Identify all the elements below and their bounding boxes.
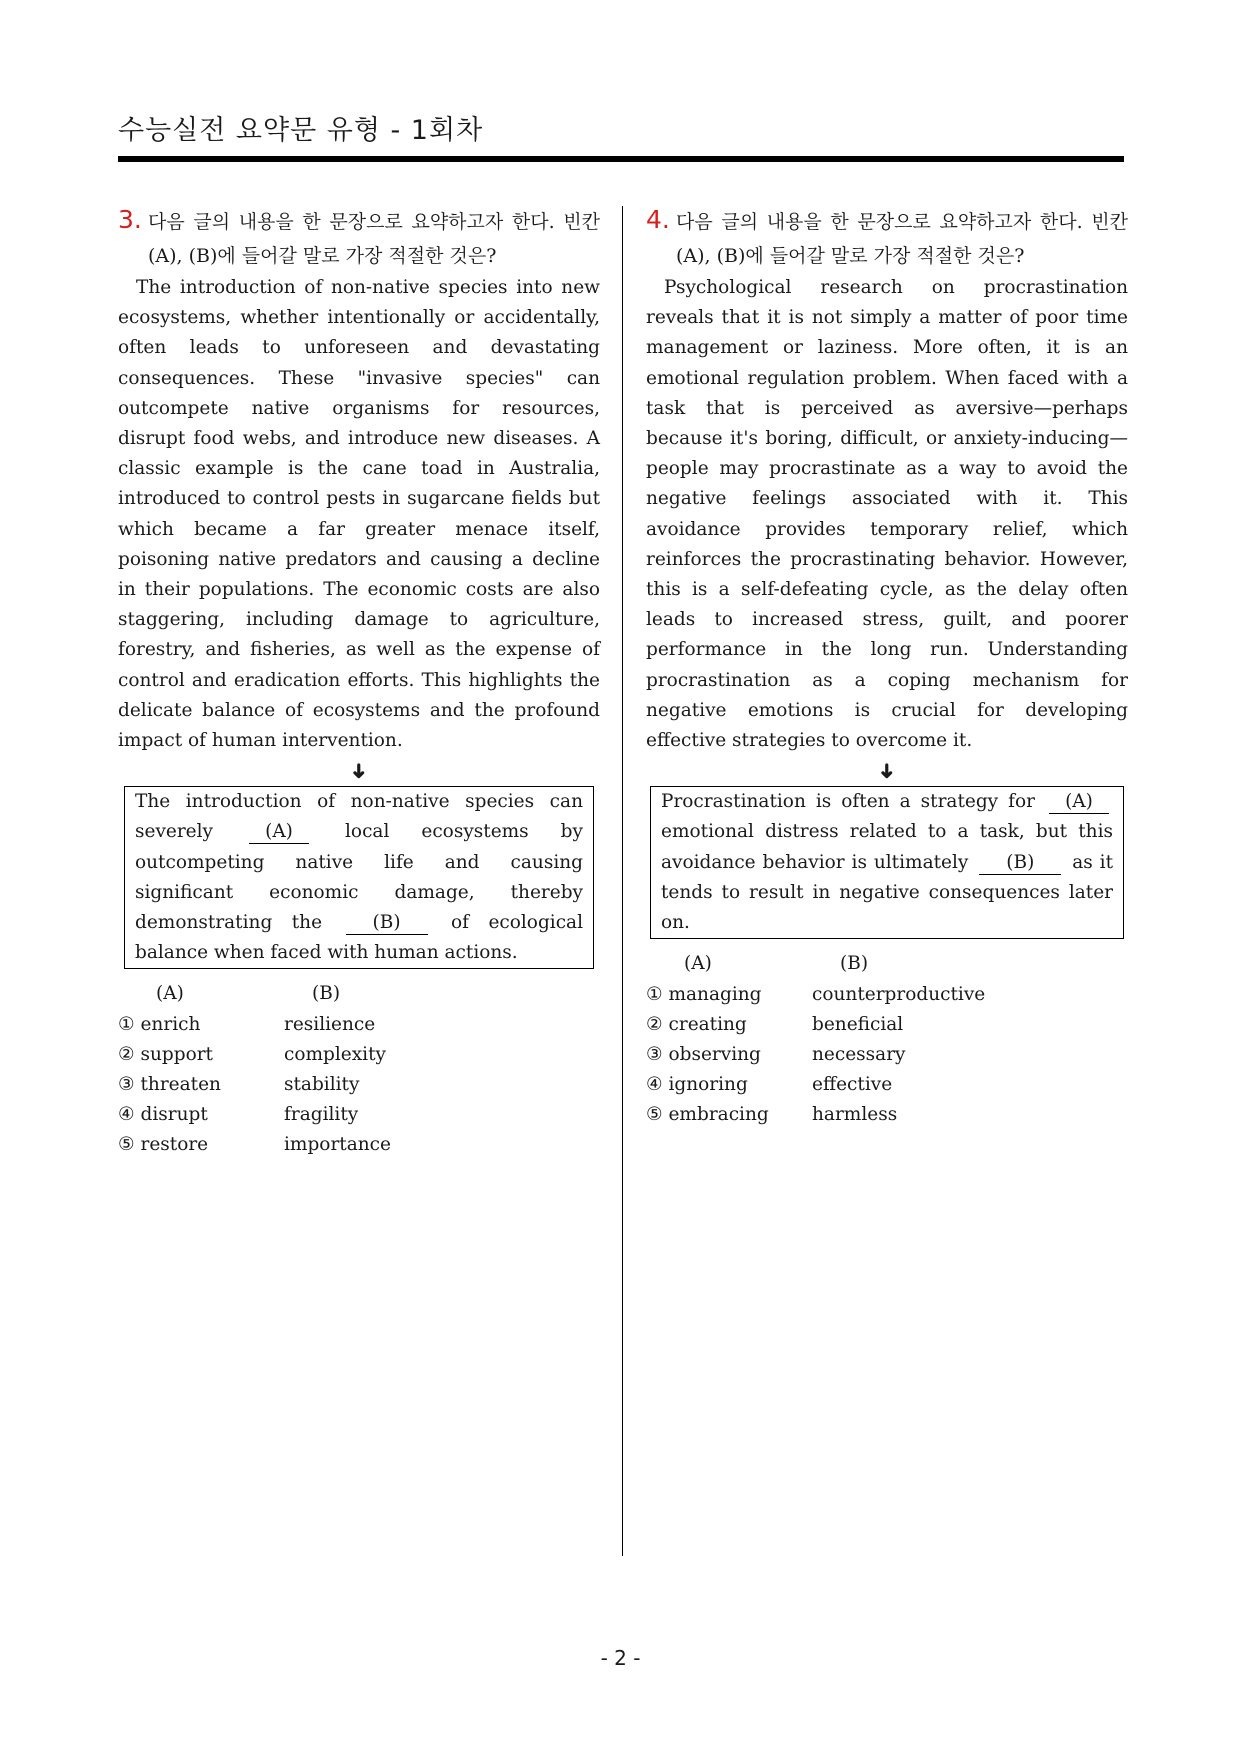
prompt-line-2: (A), (B)에 들어갈 말로 가장 적절한 것은? (676, 245, 1025, 267)
down-arrow-icon: ➜ (346, 762, 371, 780)
choice-option[interactable] (646, 979, 985, 1009)
choice-option[interactable] (646, 1099, 985, 1129)
page-number: - 2 - (600, 1646, 641, 1670)
choice-marker: ③ (118, 1073, 135, 1095)
choice-option[interactable] (118, 1129, 391, 1159)
choice-option[interactable] (646, 1069, 985, 1099)
summary-text: local ecosystems by outcompeting native life and causing significant economic damage, thereby demonstrating the (135, 821, 583, 934)
prompt-line-1: 다음 글의 내용을 한 문장으로 요약하고자 한다. 빈칸 (148, 211, 600, 233)
choice-b-word: beneficial (812, 1013, 904, 1035)
choice-b-word: counterproductive (812, 983, 986, 1005)
blank-b: (B) (979, 852, 1061, 875)
choice-a-word: enrich (140, 1013, 201, 1035)
choice-a-word: creating (668, 1013, 747, 1035)
choice-option[interactable] (118, 1099, 391, 1129)
choice-header-b: (B) (840, 952, 869, 974)
prompt-line-1: 다음 글의 내용을 한 문장으로 요약하고자 한다. 빈칸 (676, 211, 1128, 233)
choice-b-word: importance (284, 1133, 391, 1155)
prompt-line-2: (A), (B)에 들어갈 말로 가장 적절한 것은? (148, 245, 497, 267)
summary-box (650, 786, 1124, 939)
summary-text: of ecological balance when faced with human actions. (135, 912, 584, 964)
summary-text: emotional distress related to a task, but this avoidance behavior is ultimately (661, 821, 1113, 873)
down-arrow-icon: ➜ (874, 762, 899, 780)
choice-b-word: complexity (284, 1043, 386, 1065)
choice-a-word: managing (668, 983, 762, 1005)
summary-text: Procrastination is often a strategy for (661, 791, 1035, 813)
passage (118, 273, 600, 756)
choice-option[interactable] (118, 1039, 391, 1069)
question-number: 4. (646, 205, 670, 234)
choice-b-word: harmless (812, 1103, 898, 1125)
choice-a-word: support (140, 1043, 213, 1065)
blank-b: (B) (346, 912, 428, 935)
choice-marker: ④ (646, 1073, 663, 1095)
choice-a-word: embracing (668, 1103, 769, 1125)
choice-option[interactable] (118, 1009, 391, 1039)
question-prompt (646, 205, 1128, 273)
choice-header-a: (A) (156, 982, 184, 1004)
passage-text: Psychological research on procrastination reveals that it is not simply a matter of poor time management or laziness. More often, it is an emotional regulation problem. When faced with a task that is perceived as aversive—perhaps because it's boring, difficult, or anxiety-inducing—people may procrastinate as a way to avoid the negative feelings associated with it. This avoidance provides temporary relief, which reinforces the procrastinating behavior. However, this is a self-defeating cycle, as the delay often leads to increased stress, guilt, and poorer performance in the long run. Understanding procrastination as a coping mechanism for negative emotions is crucial for developing effective strategies to overcome it. (646, 277, 1128, 752)
column-divider (622, 206, 623, 1556)
question-prompt (118, 205, 600, 273)
passage-text: The introduction of non-native species into new ecosystems, whether intentionally or accidentally, often leads to unforeseen and devastating consequences. These "invasive species" can outcompete native organisms for resources, disrupt food webs, and introduce new diseases. A classic example is the cane toad in Australia, introduced to control pests in sugarcane fields but which became a far greater menace itself, poisoning native predators and causing a decline in their populations. The economic costs are also staggering, including damage to agriculture, forestry, and fisheries, as well as the expense of control and eradication efforts. This highlights the delicate balance of ecosystems and the profound impact of human intervention. (118, 277, 600, 752)
blank-a: (A) (249, 821, 309, 844)
choice-b-word: resilience (284, 1013, 376, 1035)
summary-text: The introduction of non-native species can severely (135, 791, 583, 843)
choice-b-word: stability (284, 1073, 360, 1095)
page-header-title: 수능실전 요약문 유형 - 1회차 (118, 115, 484, 146)
choice-a-word: disrupt (140, 1103, 208, 1125)
summary-text: as it tends to result in negative consequences later on. (661, 851, 1114, 934)
choice-marker: ② (118, 1043, 135, 1065)
choice-b-word: necessary (812, 1043, 906, 1065)
choice-a-word: ignoring (668, 1073, 748, 1095)
choice-header-a: (A) (684, 952, 712, 974)
answer-choices (118, 977, 391, 1159)
choice-option[interactable] (646, 1009, 985, 1039)
question-4 (646, 205, 1128, 1129)
choice-b-word: fragility (284, 1103, 359, 1125)
answer-choices (646, 947, 985, 1129)
question-3 (118, 205, 600, 1159)
choice-option[interactable] (118, 1069, 391, 1099)
choice-a-word: observing (668, 1043, 761, 1065)
question-number: 3. (118, 205, 142, 234)
choice-a-word: threaten (140, 1073, 221, 1095)
passage (646, 273, 1128, 756)
blank-a: (A) (1049, 791, 1109, 814)
summary-box (124, 786, 594, 969)
choice-header-b: (B) (312, 982, 341, 1004)
choice-marker: ③ (646, 1043, 663, 1065)
choice-marker: ② (646, 1013, 663, 1035)
choice-option[interactable] (646, 1039, 985, 1069)
choice-marker: ④ (118, 1103, 135, 1125)
choice-marker: ① (646, 983, 663, 1005)
header-rule (118, 156, 1124, 162)
choice-b-word: effective (812, 1073, 893, 1095)
choice-marker: ⑤ (646, 1103, 663, 1125)
choice-marker: ① (118, 1013, 135, 1035)
choice-a-word: restore (140, 1133, 209, 1155)
choice-marker: ⑤ (118, 1133, 135, 1155)
